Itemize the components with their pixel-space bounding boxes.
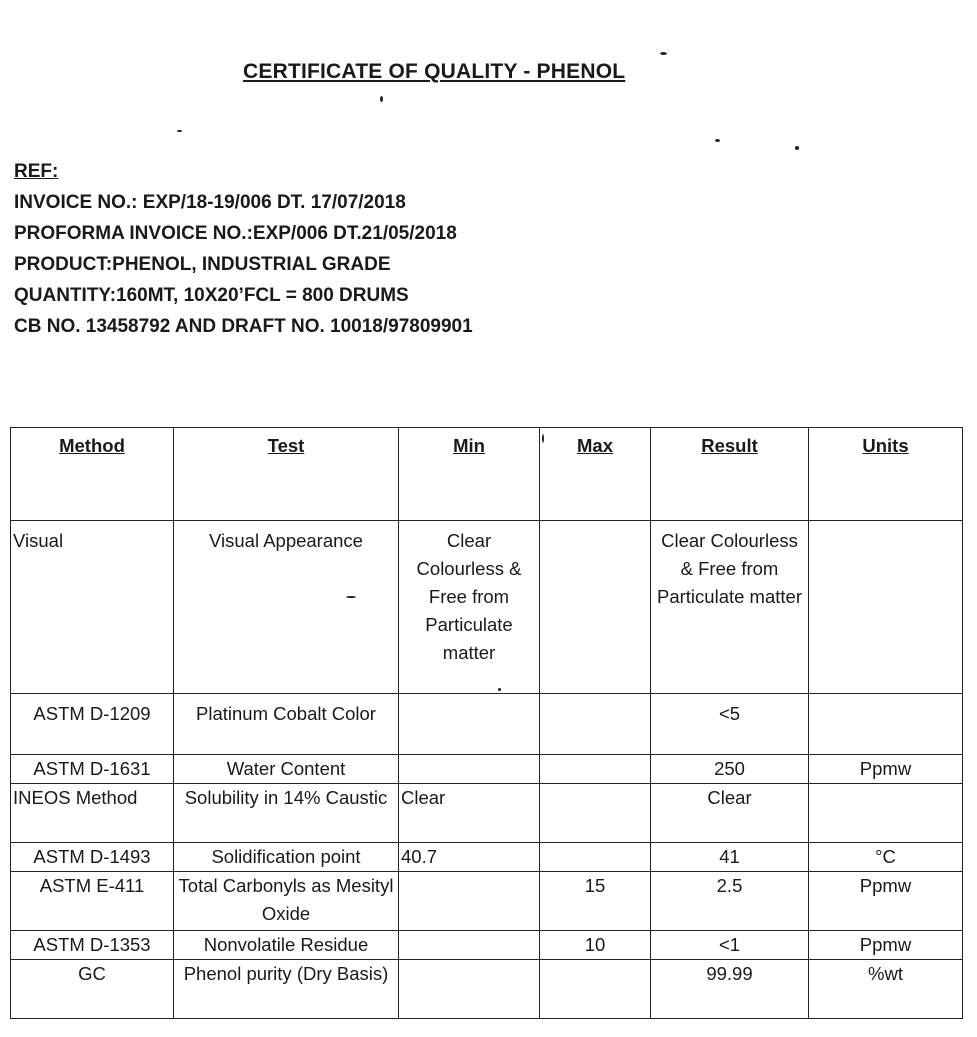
cell-min xyxy=(399,755,540,784)
cell-units xyxy=(809,694,963,755)
scan-speck xyxy=(660,52,667,55)
scan-speck xyxy=(380,96,383,102)
cell-result: 250 xyxy=(651,755,809,784)
cell-max xyxy=(540,521,651,694)
cell-units: Ppmw xyxy=(809,872,963,931)
cell-method: ASTM D-1353 xyxy=(11,931,174,960)
header-max: Max xyxy=(540,428,651,521)
cell-method: ASTM D-1493 xyxy=(11,843,174,872)
reference-label: REF: xyxy=(14,161,59,182)
cell-max xyxy=(540,960,651,1019)
cell-test: Total Carbonyls as Mesityl Oxide xyxy=(174,872,399,931)
scan-speck xyxy=(177,130,182,132)
cell-test: Platinum Cobalt Color xyxy=(174,694,399,755)
cell-result: 41 xyxy=(651,843,809,872)
cell-method: ASTM D-1209 xyxy=(11,694,174,755)
cell-units: Ppmw xyxy=(809,755,963,784)
header-min: Min xyxy=(399,428,540,521)
cell-max xyxy=(540,843,651,872)
product-line: PRODUCT:PHENOL, INDUSTRIAL GRADE xyxy=(14,254,391,275)
cell-method: INEOS Method xyxy=(11,784,174,843)
cell-max xyxy=(540,755,651,784)
cell-result: Clear xyxy=(651,784,809,843)
invoice-line: INVOICE NO.: EXP/18-19/006 DT. 17/07/2018 xyxy=(14,192,406,213)
cell-units: %wt xyxy=(809,960,963,1019)
header-test: Test xyxy=(174,428,399,521)
cell-result: 2.5 xyxy=(651,872,809,931)
cell-test: Water Content xyxy=(174,755,399,784)
cell-max: 15 xyxy=(540,872,651,931)
cell-max: 10 xyxy=(540,931,651,960)
cell-method: GC xyxy=(11,960,174,1019)
reference-block xyxy=(14,156,473,342)
cell-result: Clear Colourless & Free from Particulate matter xyxy=(651,521,809,694)
scan-speck xyxy=(498,688,501,691)
proforma-invoice-line: PROFORMA INVOICE NO.:EXP/006 DT.21/05/2018 xyxy=(14,223,457,244)
document-title: CERTIFICATE OF QUALITY - PHENOL xyxy=(243,60,626,83)
cell-result: 99.99 xyxy=(651,960,809,1019)
cell-min: Clear xyxy=(399,784,540,843)
quantity-line: QUANTITY:160MT, 10X20’FCL = 800 DRUMS xyxy=(14,285,409,306)
cell-min: Clear Colourless & Free from Particulate matter xyxy=(399,521,540,694)
table-row xyxy=(11,960,963,1019)
table-header-row xyxy=(11,428,963,521)
table-row xyxy=(11,784,963,843)
cell-min xyxy=(399,694,540,755)
cell-max xyxy=(540,784,651,843)
scan-speck xyxy=(346,596,356,598)
cell-units xyxy=(809,521,963,694)
cell-method: ASTM D-1631 xyxy=(11,755,174,784)
cell-units: Ppmw xyxy=(809,931,963,960)
scan-speck xyxy=(715,139,720,142)
cell-test: Visual Appearance xyxy=(174,521,399,694)
cell-test: Solubility in 14% Caustic xyxy=(174,784,399,843)
header-units: Units xyxy=(809,428,963,521)
header-method: Method xyxy=(11,428,174,521)
scan-speck xyxy=(795,146,799,150)
table-row xyxy=(11,843,963,872)
cell-min xyxy=(399,960,540,1019)
cell-test: Solidification point xyxy=(174,843,399,872)
cell-units: °C xyxy=(809,843,963,872)
scan-speck xyxy=(542,434,544,443)
table-row xyxy=(11,931,963,960)
cell-method: ASTM E-411 xyxy=(11,872,174,931)
cell-result: <5 xyxy=(651,694,809,755)
table-row xyxy=(11,694,963,755)
cell-min xyxy=(399,931,540,960)
cell-min xyxy=(399,872,540,931)
cell-max xyxy=(540,694,651,755)
cell-method: Visual xyxy=(11,521,174,694)
cell-units xyxy=(809,784,963,843)
cell-result: <1 xyxy=(651,931,809,960)
table-row xyxy=(11,872,963,931)
table-row xyxy=(11,521,963,694)
quality-table xyxy=(10,427,963,1019)
cell-min: 40.7 xyxy=(399,843,540,872)
cell-test: Nonvolatile Residue xyxy=(174,931,399,960)
cell-test: Phenol purity (Dry Basis) xyxy=(174,960,399,1019)
header-result: Result xyxy=(651,428,809,521)
cb-draft-line: CB NO. 13458792 AND DRAFT NO. 10018/97809901 xyxy=(14,316,473,337)
table-row xyxy=(11,755,963,784)
